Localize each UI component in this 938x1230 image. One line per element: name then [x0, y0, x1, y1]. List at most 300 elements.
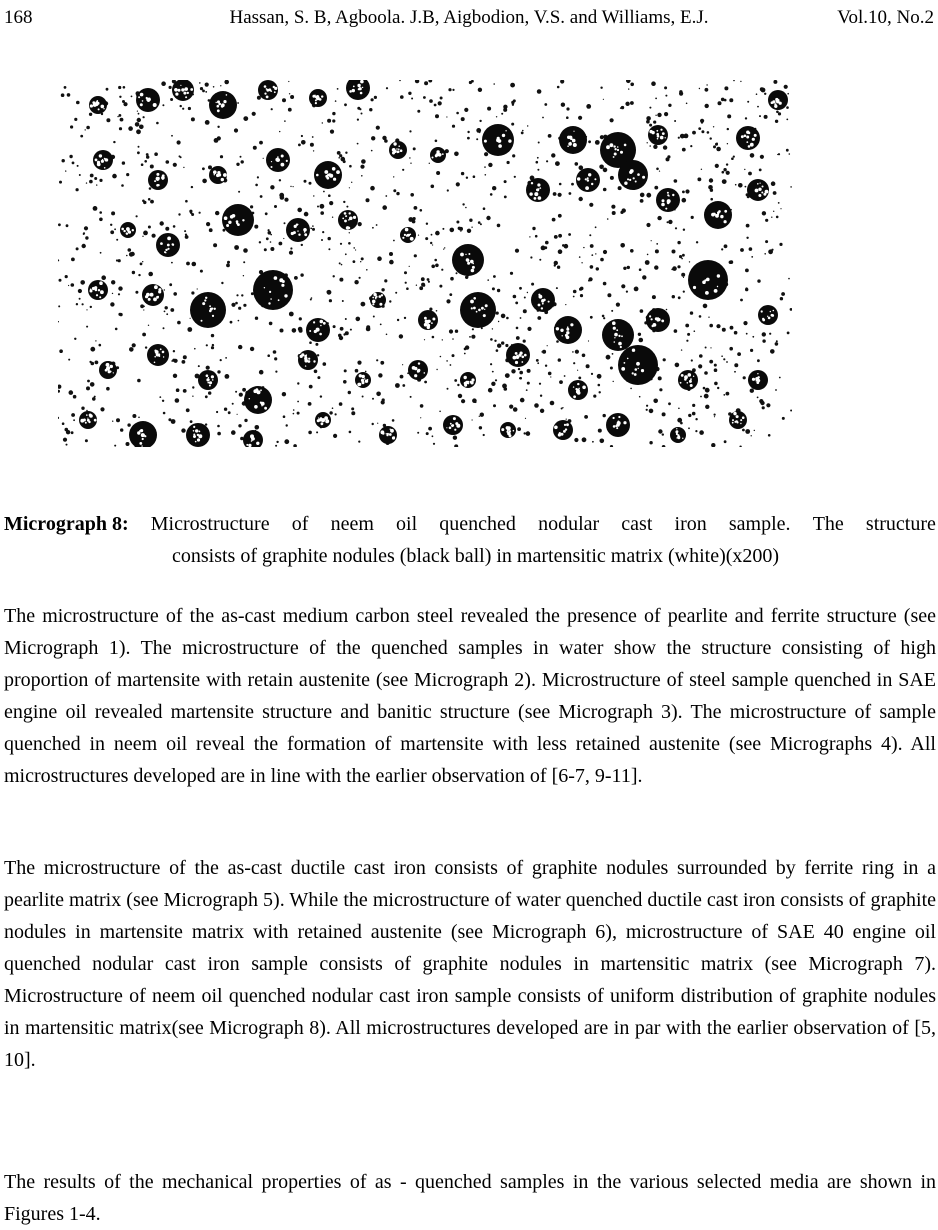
nodule-highlight — [676, 430, 679, 433]
matrix-speck — [301, 135, 303, 137]
matrix-speck — [242, 388, 246, 392]
matrix-speck — [762, 406, 765, 409]
matrix-speck — [250, 347, 254, 351]
matrix-speck — [400, 95, 404, 99]
matrix-speck — [611, 310, 613, 312]
matrix-speck — [694, 330, 696, 332]
matrix-speck — [713, 145, 716, 148]
nodule-highlight — [156, 184, 159, 187]
matrix-speck — [523, 309, 527, 313]
nodule-highlight — [522, 356, 525, 359]
nodule-highlight — [165, 249, 167, 251]
matrix-speck — [699, 430, 704, 435]
nodule-highlight — [717, 211, 720, 214]
nodule-highlight — [132, 229, 134, 231]
matrix-speck — [715, 164, 719, 168]
nodule-highlight — [362, 380, 364, 382]
matrix-speck — [382, 136, 386, 140]
matrix-speck — [771, 217, 772, 218]
matrix-speck — [230, 321, 233, 324]
nodule-highlight — [390, 429, 391, 430]
matrix-speck — [537, 169, 539, 171]
matrix-speck — [86, 326, 88, 328]
nodule-highlight — [106, 364, 109, 367]
nodule-highlight — [321, 422, 324, 425]
matrix-speck — [381, 288, 384, 291]
matrix-speck — [269, 322, 273, 326]
matrix-speck — [704, 371, 708, 375]
matrix-speck — [63, 438, 67, 442]
matrix-speck — [595, 253, 596, 254]
matrix-speck — [788, 278, 790, 280]
matrix-speck — [429, 163, 430, 164]
matrix-speck — [176, 388, 180, 392]
matrix-speck — [59, 181, 62, 184]
matrix-speck — [250, 205, 253, 208]
matrix-speck — [152, 234, 156, 238]
matrix-speck — [647, 142, 648, 143]
matrix-speck — [662, 433, 664, 435]
matrix-speck — [610, 367, 613, 370]
matrix-speck — [106, 387, 110, 391]
matrix-speck — [333, 325, 336, 328]
matrix-speck — [627, 266, 630, 269]
matrix-speck — [328, 237, 331, 240]
nodule-highlight — [416, 368, 417, 369]
matrix-speck — [542, 350, 546, 354]
nodule-highlight — [197, 438, 200, 441]
matrix-speck — [243, 116, 248, 121]
nodule-highlight — [320, 325, 322, 327]
nodule-highlight — [470, 300, 474, 304]
matrix-speck — [750, 153, 755, 158]
matrix-speck — [580, 294, 583, 297]
matrix-speck — [425, 237, 428, 240]
matrix-speck — [259, 370, 264, 375]
nodule-highlight — [761, 310, 763, 312]
nodule-highlight — [652, 325, 654, 327]
nodule-highlight — [105, 158, 108, 161]
nodule-highlight — [566, 423, 569, 426]
matrix-speck — [708, 185, 713, 190]
matrix-speck — [695, 430, 697, 432]
matrix-speck — [119, 96, 121, 98]
nodule-highlight — [372, 297, 374, 299]
matrix-speck — [595, 140, 600, 145]
matrix-speck — [621, 284, 625, 288]
matrix-speck — [165, 227, 169, 231]
matrix-speck — [668, 402, 671, 405]
matrix-speck — [776, 340, 778, 342]
matrix-speck — [674, 329, 678, 333]
nodule-highlight — [410, 234, 412, 236]
nodule-highlight — [418, 362, 420, 364]
caption-word: of — [291, 513, 309, 535]
nodule-highlight — [224, 216, 228, 220]
matrix-speck — [411, 98, 413, 100]
caption-word: nodular — [538, 513, 600, 535]
matrix-speck — [320, 204, 325, 209]
matrix-speck — [323, 362, 327, 366]
nodule-highlight — [156, 173, 159, 176]
matrix-speck — [85, 439, 88, 442]
matrix-speck — [397, 319, 399, 321]
nodule-highlight — [425, 320, 429, 324]
nodule-highlight — [212, 315, 214, 317]
matrix-speck — [671, 269, 673, 271]
caption-word: oil — [396, 513, 418, 535]
nodule-highlight — [577, 177, 580, 180]
matrix-speck — [288, 81, 289, 82]
matrix-speck — [410, 163, 411, 164]
matrix-speck — [686, 103, 688, 105]
matrix-speck — [406, 287, 409, 290]
nodule-highlight — [616, 329, 618, 331]
matrix-speck — [613, 381, 614, 382]
matrix-speck — [678, 408, 680, 410]
matrix-speck — [717, 387, 719, 389]
matrix-speck — [346, 206, 348, 208]
matrix-speck — [235, 391, 237, 393]
matrix-speck — [690, 145, 692, 147]
nodule-highlight — [248, 444, 251, 447]
nodule-highlight — [313, 321, 315, 323]
matrix-speck — [501, 314, 506, 319]
nodule-highlight — [760, 183, 761, 184]
nodule-highlight — [140, 93, 144, 97]
running-header-authors: Hassan, S. B, Agboola. J.B, Aigbodion, V.S. and Williams, E.J. — [229, 7, 709, 28]
nodule-highlight — [621, 367, 625, 371]
matrix-speck — [606, 355, 611, 360]
matrix-speck — [584, 415, 588, 419]
nodule-highlight — [560, 329, 563, 332]
matrix-speck — [745, 429, 750, 434]
matrix-speck — [666, 309, 668, 311]
matrix-speck — [626, 291, 628, 293]
nodule-highlight — [394, 150, 397, 153]
matrix-speck — [672, 250, 676, 254]
matrix-speck — [93, 206, 98, 211]
nodule-highlight — [741, 135, 744, 138]
matrix-speck — [651, 81, 656, 86]
nodule-highlight — [651, 318, 653, 320]
matrix-speck — [332, 112, 335, 115]
matrix-speck — [761, 88, 766, 93]
nodule-highlight — [126, 232, 128, 234]
matrix-speck — [309, 182, 312, 185]
matrix-speck — [548, 372, 552, 376]
matrix-speck — [573, 362, 575, 364]
matrix-speck — [558, 193, 562, 197]
matrix-speck — [404, 317, 406, 319]
nodule-highlight — [405, 228, 409, 232]
matrix-speck — [337, 88, 339, 90]
matrix-speck — [206, 222, 210, 226]
matrix-speck — [654, 265, 658, 269]
matrix-speck — [456, 182, 460, 186]
matrix-speck — [94, 396, 96, 398]
nodule-highlight — [554, 426, 558, 430]
nodule-highlight — [181, 88, 184, 91]
matrix-speck — [497, 344, 501, 348]
matrix-speck — [58, 305, 60, 307]
nodule-highlight — [193, 434, 195, 436]
matrix-speck — [234, 245, 239, 250]
matrix-speck — [618, 186, 622, 190]
nodule-highlight — [321, 95, 323, 97]
matrix-speck — [787, 332, 790, 335]
matrix-speck — [523, 340, 526, 343]
matrix-speck — [771, 249, 773, 251]
matrix-speck — [316, 431, 318, 433]
matrix-speck — [268, 229, 270, 231]
matrix-speck — [372, 398, 374, 400]
matrix-speck — [698, 364, 702, 368]
nodule-highlight — [534, 197, 537, 200]
graphite-nodule — [460, 292, 496, 328]
nodule-highlight — [264, 407, 267, 410]
matrix-speck — [191, 291, 194, 294]
matrix-speck — [409, 219, 411, 221]
matrix-speck — [175, 398, 180, 403]
nodule-highlight — [202, 302, 205, 305]
matrix-speck — [192, 262, 197, 267]
matrix-speck — [205, 423, 207, 425]
matrix-speck — [427, 278, 430, 281]
nodule-highlight — [397, 150, 400, 153]
nodule-highlight — [316, 330, 318, 332]
matrix-speck — [453, 436, 457, 440]
nodule-highlight — [681, 374, 684, 377]
nodule-highlight — [172, 244, 174, 246]
matrix-speck — [143, 231, 148, 236]
matrix-speck — [579, 288, 582, 291]
matrix-speck — [163, 327, 165, 329]
nodule-highlight — [438, 153, 442, 157]
matrix-speck — [532, 227, 535, 230]
matrix-speck — [527, 327, 531, 331]
matrix-speck — [675, 363, 680, 368]
nodule-highlight — [325, 419, 329, 423]
matrix-speck — [578, 377, 581, 380]
nodule-highlight — [373, 293, 376, 296]
matrix-speck — [691, 359, 693, 361]
matrix-speck — [376, 392, 381, 397]
matrix-speck — [276, 441, 278, 443]
matrix-speck — [505, 344, 508, 347]
matrix-speck — [181, 428, 185, 432]
graphite-nodule — [298, 350, 318, 370]
matrix-speck — [317, 376, 320, 379]
matrix-speck — [381, 400, 385, 404]
matrix-speck — [602, 315, 605, 318]
nodule-highlight — [501, 428, 504, 431]
matrix-speck — [320, 395, 322, 397]
matrix-speck — [692, 412, 696, 416]
nodule-highlight — [349, 217, 353, 221]
graphite-nodule — [602, 319, 634, 351]
matrix-speck — [552, 218, 556, 222]
matrix-speck — [506, 317, 509, 320]
matrix-speck — [764, 115, 768, 119]
nodule-highlight — [548, 301, 550, 303]
nodule-highlight — [85, 422, 87, 424]
matrix-speck — [691, 216, 694, 219]
matrix-speck — [284, 439, 289, 444]
matrix-speck — [123, 102, 127, 106]
nodule-highlight — [531, 182, 533, 184]
nodule-highlight — [752, 138, 755, 141]
nodule-highlight — [509, 434, 512, 437]
matrix-speck — [185, 234, 187, 236]
nodule-highlight — [284, 294, 287, 297]
nodule-highlight — [624, 144, 627, 147]
nodule-highlight — [251, 440, 253, 442]
matrix-speck — [780, 208, 781, 209]
nodule-highlight — [98, 108, 100, 110]
matrix-speck — [86, 182, 87, 183]
nodule-highlight — [744, 135, 747, 138]
nodule-highlight — [774, 105, 777, 108]
matrix-speck — [426, 432, 429, 435]
nodule-highlight — [98, 289, 100, 291]
matrix-speck — [662, 412, 666, 416]
caption-line-1 — [4, 508, 936, 540]
matrix-speck — [76, 188, 79, 191]
matrix-speck — [681, 273, 685, 277]
matrix-speck — [658, 376, 662, 380]
matrix-speck — [317, 354, 319, 356]
matrix-speck — [321, 239, 323, 241]
nodule-highlight — [309, 330, 311, 332]
nodule-highlight — [208, 377, 209, 378]
matrix-speck — [447, 388, 449, 390]
matrix-speck — [343, 201, 345, 203]
matrix-speck — [640, 309, 644, 313]
matrix-speck — [166, 160, 170, 164]
matrix-speck — [106, 88, 109, 91]
nodule-highlight — [187, 92, 189, 94]
matrix-speck — [371, 98, 374, 101]
nodule-highlight — [121, 228, 124, 231]
nodule-highlight — [154, 350, 156, 352]
matrix-speck — [74, 118, 77, 121]
matrix-speck — [454, 379, 457, 382]
nodule-highlight — [367, 379, 368, 380]
matrix-speck — [715, 143, 718, 146]
matrix-speck — [496, 349, 499, 352]
matrix-speck — [494, 340, 496, 342]
matrix-speck — [435, 140, 438, 143]
matrix-speck — [686, 340, 688, 342]
nodule-highlight — [108, 370, 111, 373]
matrix-speck — [786, 106, 789, 109]
matrix-speck — [452, 89, 454, 91]
matrix-speck — [426, 223, 428, 225]
matrix-speck — [86, 309, 87, 310]
matrix-speck — [293, 186, 294, 187]
nodule-highlight — [90, 290, 93, 293]
nodule-highlight — [565, 428, 567, 430]
matrix-speck — [351, 407, 354, 410]
micrograph-image — [58, 80, 792, 447]
matrix-speck — [369, 108, 372, 111]
nodule-highlight — [502, 134, 505, 137]
matrix-speck — [683, 229, 685, 231]
matrix-speck — [297, 208, 302, 213]
nodule-highlight — [572, 139, 576, 143]
matrix-speck — [361, 175, 363, 177]
matrix-speck — [595, 226, 597, 228]
matrix-speck — [345, 152, 347, 154]
matrix-speck — [610, 118, 614, 122]
nodule-highlight — [524, 354, 527, 357]
matrix-speck — [677, 418, 682, 423]
matrix-speck — [459, 227, 463, 231]
nodule-highlight — [427, 326, 430, 329]
matrix-speck — [143, 116, 145, 118]
matrix-speck — [558, 358, 561, 361]
nodule-highlight — [167, 248, 169, 250]
nodule-highlight — [665, 137, 666, 138]
matrix-speck — [192, 396, 193, 397]
matrix-speck — [490, 193, 493, 196]
matrix-speck — [94, 177, 97, 180]
nodule-highlight — [466, 259, 469, 262]
matrix-speck — [537, 157, 539, 159]
matrix-speck — [716, 324, 720, 328]
matrix-speck — [554, 264, 556, 266]
matrix-speck — [718, 101, 722, 105]
nodule-highlight — [178, 89, 181, 92]
nodule-highlight — [140, 429, 143, 432]
nodule-highlight — [624, 182, 627, 185]
nodule-highlight — [642, 176, 645, 179]
matrix-speck — [656, 243, 658, 245]
matrix-speck — [492, 287, 495, 290]
matrix-speck — [304, 180, 307, 183]
matrix-speck — [558, 234, 562, 238]
matrix-speck — [171, 262, 173, 264]
matrix-speck — [187, 327, 192, 332]
matrix-speck — [714, 414, 716, 416]
matrix-speck — [231, 430, 236, 435]
matrix-speck — [215, 211, 219, 215]
nodule-highlight — [470, 381, 473, 384]
nodule-highlight — [139, 442, 142, 445]
matrix-speck — [529, 236, 530, 237]
matrix-speck — [488, 388, 493, 393]
matrix-speck — [579, 256, 581, 258]
matrix-speck — [572, 351, 574, 353]
matrix-speck — [748, 172, 752, 176]
matrix-speck — [112, 174, 117, 179]
matrix-speck — [194, 348, 196, 350]
caption-word: Microstructure — [150, 513, 270, 535]
matrix-speck — [726, 163, 728, 165]
body-paragraph-2: The microstructure of the as-cast ductile cast iron consists of graphite nodules surrounded by ferrite ring in a pearlite matrix (see Micrograph 5). While the microstructure of water quenched ductile cast iron consists of graphite nodules in martensite matrix with retained austenite (see Micrograph 6), microstructure of SAE 40 engine oil quenched nodular cast iron sample consists of graphite nodules in martensitic matrix (see Micrograph 7). Microstructure of neem oil quenched nodular cast iron sample consists of uniform distribution of graphite nodules in martensitic matrix(see Micrograph 8). All microstructures developed are in par with the earlier observation of [5, 10]. — [4, 857, 936, 1071]
matrix-speck — [142, 200, 145, 203]
matrix-speck — [243, 275, 244, 276]
matrix-speck — [722, 328, 726, 332]
matrix-speck — [688, 427, 690, 429]
matrix-speck — [58, 223, 61, 226]
matrix-speck — [84, 226, 88, 230]
nodule-highlight — [414, 374, 417, 377]
matrix-speck — [538, 142, 540, 144]
matrix-speck — [298, 144, 301, 147]
matrix-speck — [142, 333, 146, 337]
